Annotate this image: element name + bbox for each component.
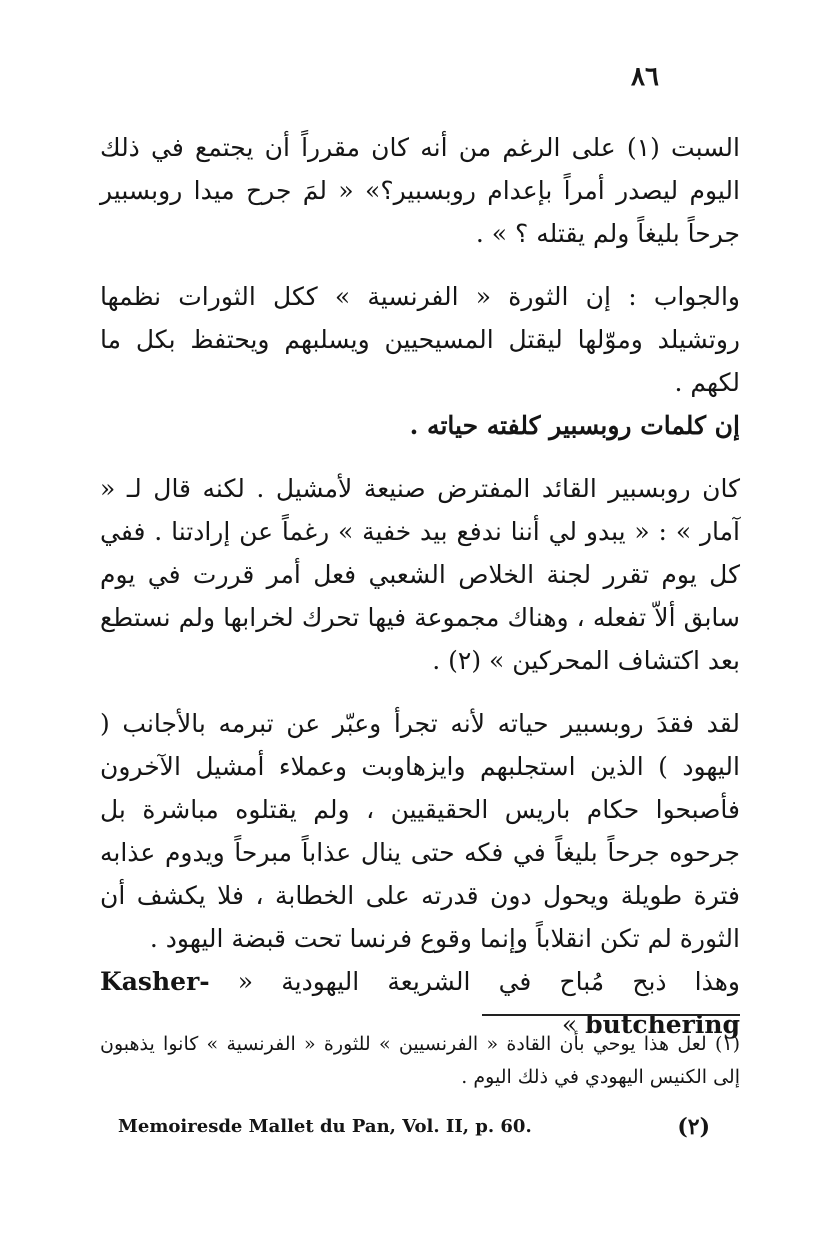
paragraph-4-text: لقد فقدَ روبسبير حياته لأنه تجرأ وعبّر عن تبرمه بالأجانب ( اليهود ) الذين استجلبهم وايزهاوبت وعملاء أمشيل الآخرون فأصبحوا حكام باريس الحقيقيين ، ولم يقتلوه مباشرة بل جرحوه جرحاً بليغاً في فكه حتى ينال عذاباً مبرحاً ويدوم عذابه فترة طويلة ويحول دون قدرته على الخطابة ، فلا يكشف أن الثورة لم تكن انقلاباً وإنما وقوع فرنسا تحت قبضة اليهود . bbox=[100, 709, 740, 953]
page-number: ٨٦ bbox=[631, 62, 659, 92]
main-text bbox=[100, 126, 740, 1046]
footnote-divider bbox=[482, 1014, 740, 1016]
footnote-1: (١) لعل هذا يوحي بأن القادة « الفرنسيين » للثورة « الفرنسية » كانوا يذهبون إلى الكنيس اليهودي في ذلك اليوم . bbox=[100, 1033, 740, 1088]
footnotes bbox=[100, 1028, 740, 1094]
paragraph-3: كان روبسبير القائد المفترض صنيعة لأمشيل . لكنه قال لـ « آمار » : « يبدو لي أننا ندفع بيد خفية » رغماً عن إرادتنا . ففي كل يوم تقرر لجنة الخلاص الشعبي فعل أمر قررت في يوم سابق ألاّ تفعله ، وهناك مجموعة فيها تحرك لخرابها ولم نستطع بعد اكتشاف المحركين » (٢) . bbox=[100, 474, 740, 675]
paragraph-2-text: والجواب : إن الثورة « الفرنسية » ككل الثورات نظمها روتشيلد وموّلها ليقتل المسيحيين ويسلبهم ويحتفظ بكل ما لكهم . bbox=[100, 282, 740, 397]
paragraph-1: السبت (١) على الرغم من أنه كان مقرراً أن يجتمع في ذلك اليوم ليصدر أمراً بإعدام روبسبير؟» « لمَ جرح ميدا روبسبير جرحاً بليغاً ولم يقتله ؟ » . bbox=[100, 133, 740, 248]
closing-quote: » bbox=[561, 1010, 578, 1039]
closing-latin-term: Kasher-butchering bbox=[100, 967, 740, 1039]
footnote-2 bbox=[100, 1110, 740, 1144]
footnote-2-text: Memoiresde Mallet du Pan, Vol. II, p. 60. bbox=[118, 1116, 532, 1137]
footnote-2-number: (٢) bbox=[677, 1114, 710, 1140]
paragraph-2 bbox=[100, 275, 740, 447]
paragraph-2-emphasis: إن كلمات روبسبير كلفته حياته . bbox=[409, 411, 740, 440]
paragraph-4 bbox=[100, 702, 740, 1046]
closing-arabic: وهذا ذبح مُباح في الشريعة اليهودية « bbox=[237, 967, 740, 996]
